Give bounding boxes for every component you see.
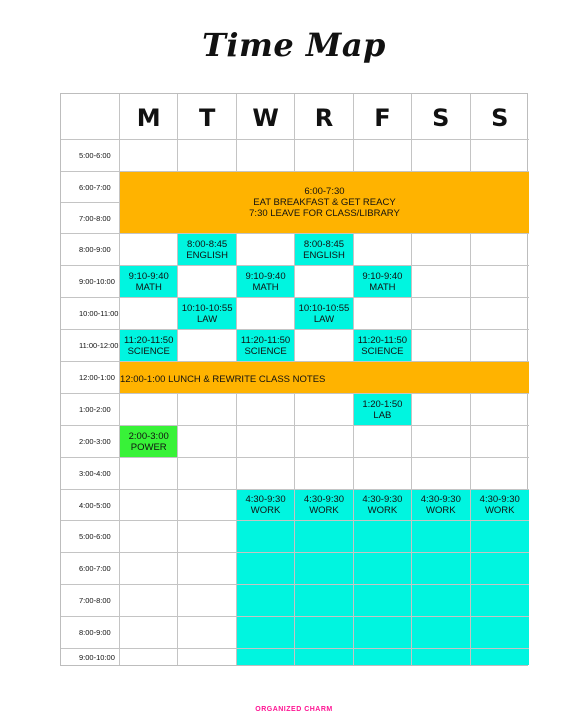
time-label (61, 617, 120, 649)
day-header-m (120, 94, 178, 140)
empty-cell (354, 234, 412, 266)
work-block-cell (295, 649, 353, 665)
empty-cell (120, 140, 178, 172)
event-law-r (295, 298, 353, 330)
event-lab-f-text: LAB (373, 409, 392, 421)
time-label (61, 266, 120, 298)
page-title: Time Map (202, 26, 386, 64)
time-label-text: 11:00-12:00 (79, 341, 119, 350)
work-block-cell (354, 585, 412, 617)
empty-cell (471, 266, 529, 298)
work-block-cell (237, 521, 295, 553)
empty-cell (120, 649, 178, 665)
empty-cell (120, 490, 178, 521)
empty-cell (178, 394, 236, 426)
empty-cell (178, 553, 236, 585)
empty-cell (120, 585, 178, 617)
event-science-w (237, 330, 295, 362)
empty-cell (120, 458, 178, 490)
time-label-text: 10:00-11:00 (79, 309, 119, 318)
day-header-w-text: W (252, 104, 279, 132)
empty-cell (471, 394, 529, 426)
event-breakfast-text: 6:00-7:30 (304, 186, 345, 197)
event-work-w (237, 490, 295, 521)
day-header-w (237, 94, 295, 140)
event-math-m-text: MATH (135, 281, 162, 293)
event-work-f (354, 490, 412, 521)
work-block-cell (354, 617, 412, 649)
event-work-s1-text: WORK (426, 505, 456, 516)
time-label (61, 426, 120, 458)
empty-cell (120, 234, 178, 266)
event-work-s2-text: 4:30-9:30 (479, 494, 520, 505)
empty-cell (412, 330, 470, 362)
empty-cell (237, 234, 295, 266)
event-science-f-text: 11:20-11:50 (357, 334, 408, 346)
time-label-text: 6:00-7:00 (79, 182, 111, 192)
time-label (61, 362, 120, 394)
work-block-cell (412, 585, 470, 617)
event-math-f (354, 266, 412, 298)
empty-cell (178, 521, 236, 553)
empty-cell (412, 140, 470, 172)
empty-cell (354, 298, 412, 330)
time-label (61, 330, 120, 362)
header-corner (61, 94, 120, 140)
event-law-r-text: LAW (313, 313, 335, 325)
work-block-cell (237, 649, 295, 665)
empty-cell (295, 266, 353, 298)
time-label-text: 3:00-4:00 (79, 469, 111, 478)
empty-cell (354, 426, 412, 458)
event-lunch-text: 12:00-1:00 LUNCH & REWRITE CLASS NOTES (120, 374, 326, 385)
time-label-text: 7:00-8:00 (79, 213, 111, 223)
event-law-r-text: 10:10-10:55 (298, 302, 350, 314)
event-math-w-text: 9:10-9:40 (245, 270, 286, 282)
empty-cell (178, 458, 236, 490)
event-work-s2 (471, 490, 529, 521)
event-science-m (120, 330, 178, 362)
time-label (61, 490, 120, 521)
empty-cell (412, 234, 470, 266)
time-label-text: 4:00-5:00 (79, 500, 111, 510)
event-english-r-text: ENGLISH (303, 249, 345, 261)
event-math-m-text: 9:10-9:40 (128, 270, 169, 282)
work-block-cell (354, 649, 412, 665)
work-block-cell (412, 617, 470, 649)
work-block-cell (471, 649, 529, 665)
time-label-text: 8:00-9:00 (79, 628, 111, 637)
time-label (61, 585, 120, 617)
time-label (61, 394, 120, 426)
empty-cell (178, 266, 236, 298)
empty-cell (412, 458, 470, 490)
work-block-cell (295, 553, 353, 585)
event-power-m-text: POWER (130, 441, 167, 453)
time-label (61, 172, 120, 203)
time-label (61, 298, 120, 330)
empty-cell (237, 458, 295, 490)
empty-cell (178, 617, 236, 649)
work-block-cell (295, 521, 353, 553)
event-work-s1 (412, 490, 470, 521)
event-work-r-text: WORK (309, 505, 339, 516)
day-header-t (178, 94, 236, 140)
empty-cell (471, 426, 529, 458)
event-work-w-text: WORK (250, 505, 281, 516)
empty-cell (295, 394, 353, 426)
empty-cell (412, 426, 470, 458)
event-power-m (120, 426, 178, 458)
empty-cell (412, 394, 470, 426)
event-breakfast-text: EAT BREAKFAST & GET REACY (253, 197, 396, 208)
time-label (61, 203, 120, 234)
event-breakfast (120, 172, 529, 234)
event-law-t-text: 10:10-10:55 (181, 302, 233, 314)
empty-cell (354, 458, 412, 490)
empty-cell (237, 426, 295, 458)
empty-cell (471, 140, 529, 172)
day-header-r (295, 94, 353, 140)
event-work-f-text: WORK (367, 505, 398, 516)
work-block-cell (237, 617, 295, 649)
time-label-text: 5:00-6:00 (79, 532, 111, 541)
work-block-cell (354, 553, 412, 585)
work-block-cell (237, 553, 295, 585)
work-block-cell (295, 585, 353, 617)
empty-cell (412, 266, 470, 298)
event-lunch (120, 362, 529, 394)
day-header-s (412, 94, 470, 140)
time-label (61, 553, 120, 585)
empty-cell (471, 298, 529, 330)
time-label (61, 521, 120, 553)
event-work-r (295, 490, 353, 521)
work-block-cell (471, 585, 529, 617)
event-english-t-text: ENGLISH (186, 249, 228, 261)
event-work-w-text: 4:30-9:30 (245, 494, 286, 505)
event-math-m (120, 266, 178, 298)
day-header-f (354, 94, 412, 140)
empty-cell (237, 394, 295, 426)
empty-cell (412, 298, 470, 330)
empty-cell (120, 617, 178, 649)
empty-cell (295, 458, 353, 490)
time-label-text: 5:00-6:00 (79, 151, 111, 160)
event-english-r (295, 234, 353, 266)
empty-cell (120, 521, 178, 553)
event-english-r-text: 8:00-8:45 (303, 238, 345, 250)
time-label (61, 458, 120, 490)
time-label-text: 12:00-1:00 (79, 373, 115, 382)
day-header-s-text: S (491, 104, 509, 132)
day-header-m-text: M (136, 104, 161, 132)
event-english-t (178, 234, 236, 266)
event-math-w (237, 266, 295, 298)
event-math-f-text: MATH (369, 281, 396, 293)
event-work-r-text: 4:30-9:30 (303, 494, 345, 505)
time-label-text: 9:00-10:00 (79, 277, 115, 286)
event-english-t-text: 8:00-8:45 (187, 238, 228, 250)
footer-brand: ORGANIZED CHARM (255, 706, 333, 713)
time-map-grid (60, 93, 528, 666)
time-label-text: 6:00-7:00 (79, 564, 111, 573)
day-header-s-text: S (432, 104, 450, 132)
event-work-s2-text: WORK (484, 505, 515, 516)
work-block-cell (412, 649, 470, 665)
empty-cell (120, 298, 178, 330)
day-header-s (471, 94, 529, 140)
empty-cell (237, 298, 295, 330)
event-work-s1-text: 4:30-9:30 (420, 494, 461, 505)
empty-cell (237, 140, 295, 172)
work-block-cell (237, 585, 295, 617)
day-header-r-text: R (314, 104, 334, 132)
time-label-text: 1:00-2:00 (79, 405, 111, 414)
empty-cell (354, 140, 412, 172)
empty-cell (178, 426, 236, 458)
event-science-f-text: SCIENCE (361, 345, 404, 357)
empty-cell (471, 458, 529, 490)
empty-cell (471, 330, 529, 362)
event-lab-f (354, 394, 412, 426)
event-science-w-text: 11:20-11:50 (240, 334, 291, 346)
work-block-cell (354, 521, 412, 553)
empty-cell (178, 585, 236, 617)
time-label (61, 140, 120, 172)
event-breakfast-text: 7:30 LEAVE FOR CLASS/LIBRARY (249, 208, 400, 219)
time-label (61, 234, 120, 266)
time-label-text: 7:00-8:00 (79, 596, 111, 605)
day-header-f-text: F (374, 104, 391, 132)
work-block-cell (471, 521, 529, 553)
work-block-cell (471, 617, 529, 649)
time-label-text: 2:00-3:00 (79, 437, 111, 446)
empty-cell (178, 490, 236, 521)
empty-cell (178, 649, 236, 665)
empty-cell (120, 394, 178, 426)
event-science-w-text: SCIENCE (244, 345, 287, 357)
work-block-cell (471, 553, 529, 585)
empty-cell (295, 140, 353, 172)
event-lab-f-text: 1:20-1:50 (362, 398, 403, 410)
empty-cell (120, 553, 178, 585)
event-law-t (178, 298, 236, 330)
event-math-w-text: MATH (252, 281, 279, 293)
day-header-t-text: T (198, 104, 216, 132)
event-law-t-text: LAW (197, 313, 218, 325)
event-math-f-text: 9:10-9:40 (362, 270, 403, 282)
empty-cell (471, 234, 529, 266)
empty-cell (178, 140, 236, 172)
empty-cell (295, 330, 353, 362)
time-label-text: 9:00-10:00 (79, 652, 115, 662)
event-science-f (354, 330, 412, 362)
empty-cell (178, 330, 236, 362)
event-science-m-text: SCIENCE (127, 345, 170, 357)
work-block-cell (295, 617, 353, 649)
event-power-m-text: 2:00-3:00 (128, 430, 169, 442)
event-work-f-text: 4:30-9:30 (362, 494, 403, 505)
time-label-text: 8:00-9:00 (79, 245, 111, 254)
event-science-m-text: 11:20-11:50 (124, 334, 174, 346)
work-block-cell (412, 521, 470, 553)
work-block-cell (412, 553, 470, 585)
empty-cell (295, 426, 353, 458)
time-label (61, 649, 120, 665)
